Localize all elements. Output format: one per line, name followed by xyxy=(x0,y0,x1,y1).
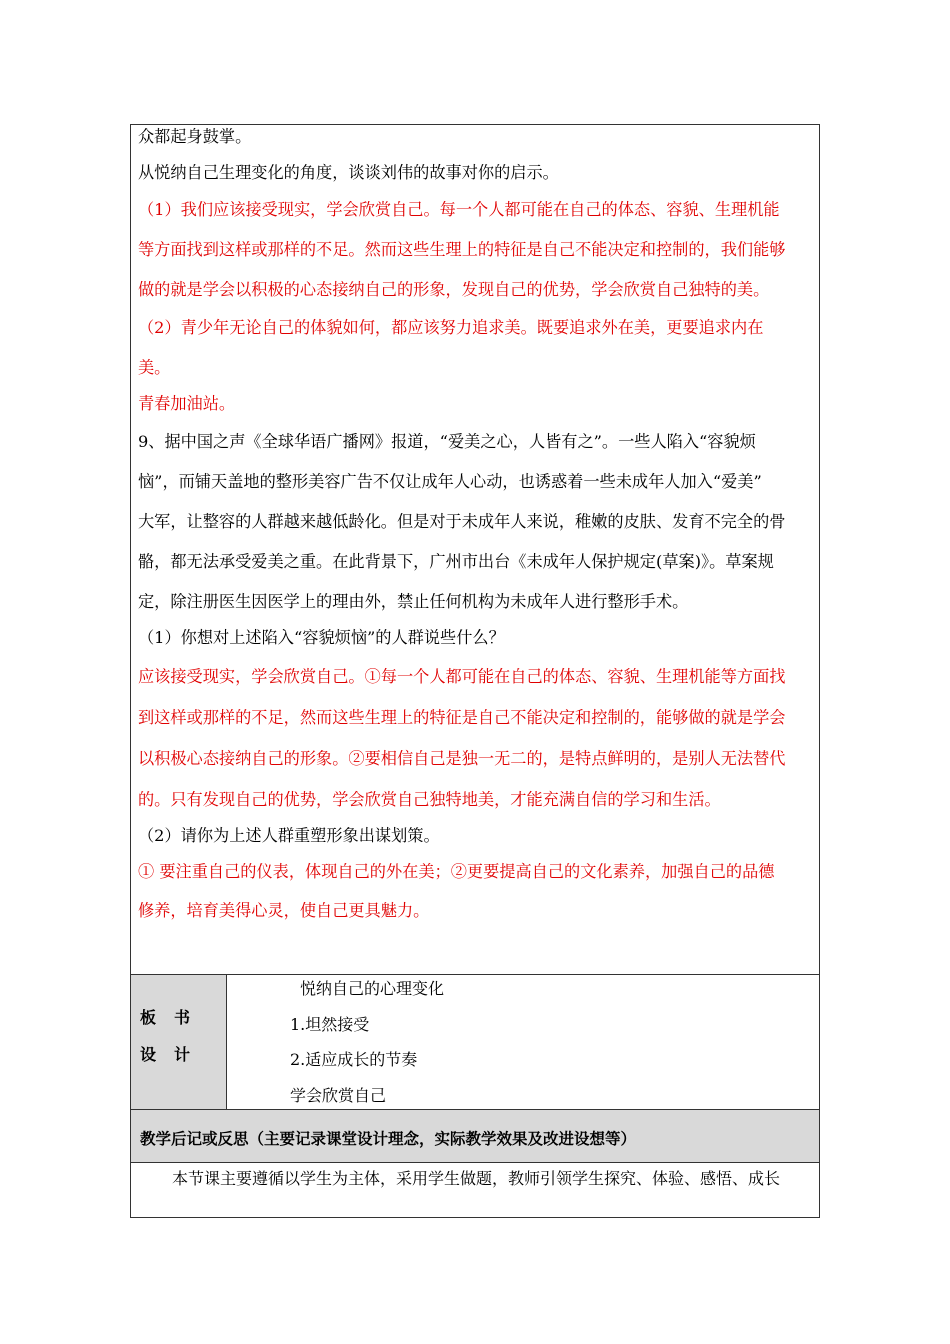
board-label-line2: 设计 xyxy=(140,1045,209,1064)
answer-line: ① 要注重自己的仪表，体现自己的外在美；②更要提高自己的文化素养，加强自己的品德 xyxy=(138,862,775,881)
content-line: 从悦纳自己生理变化的角度，谈谈刘伟的故事对你的启示。 xyxy=(138,163,559,182)
answer-line: 美。 xyxy=(138,358,171,377)
answer-line: 的。只有发现自己的优势，学会欣赏自己独特地美，才能充满自信的学习和生活。 xyxy=(138,790,721,809)
row-divider xyxy=(130,1109,820,1110)
row-divider xyxy=(130,974,820,975)
answer-line: 做的就是学会以积极的心态接纳自己的形象，发现自己的优势，学会欣赏自己独特的美。 xyxy=(138,280,770,299)
sub-question: （2）请你为上述人群重塑形象出谋划策。 xyxy=(138,826,440,845)
board-item: 悦纳自己的心理变化 xyxy=(300,979,445,998)
answer-line: （2）青少年无论自己的体貌如何，都应该努力追求美。既要追求外在美，更要追求内在 xyxy=(138,318,764,337)
question-line: 骼，都无法承受爱美之重。在此背景下，广州市出台《未成年人保护规定(草案)》。草案规 xyxy=(138,552,774,571)
answer-line: （1）我们应该接受现实，学会欣赏自己。每一个人都可能在自己的体态、容貌、生理机能 xyxy=(138,200,780,219)
answer-line: 修养，培育美得心灵，使自己更具魅力。 xyxy=(138,901,430,920)
question-line: 9、据中国之声《全球华语广播网》报道，“爱美之心，人皆有之”。一些人陷入“容貌烦 xyxy=(138,432,756,451)
sub-question: （1）你想对上述陷入“容貌烦恼”的人群说些什么？ xyxy=(138,628,505,647)
question-line: 定，除注册医生因医学上的理由外，禁止任何机构为未成年人进行整形手术。 xyxy=(138,592,689,611)
board-item: 学会欣赏自己 xyxy=(290,1086,387,1105)
board-item: 1.坦然接受 xyxy=(290,1015,370,1034)
board-item: 2.适应成长的节奏 xyxy=(290,1050,418,1069)
board-label-line1: 板书 xyxy=(140,1008,209,1027)
row-divider xyxy=(130,1162,820,1163)
column-divider xyxy=(226,974,227,1109)
answer-line: 到这样或那样的不足，然而这些生理上的特征是自己不能决定和控制的，能够做的就是学会 xyxy=(138,708,786,727)
reflection-text: 本节课主要遵循以学生为主体，采用学生做题，教师引领学生探究、体验、感悟、成长 xyxy=(172,1169,781,1188)
answer-line: 以积极心态接纳自己的形象。②要相信自己是独一无二的，是特点鲜明的，是别人无法替代 xyxy=(138,749,786,768)
reflection-heading: 教学后记或反思（主要记录课堂设计理念，实际教学效果及改进设想等） xyxy=(140,1130,637,1148)
section-title: 青春加油站。 xyxy=(138,394,236,413)
answer-line: 等方面找到这样或那样的不足。然而这些生理上的特征是自己不能决定和控制的，我们能够 xyxy=(138,240,786,259)
answer-line: 应该接受现实，学会欣赏自己。①每一个人都可能在自己的体态、容貌、生理机能等方面找 xyxy=(138,667,786,686)
question-line: 恼”，而铺天盖地的整形美容广告不仅让成年人心动，也诱惑着一些未成年人加入“爱美” xyxy=(138,472,762,491)
content-line: 众都起身鼓掌。 xyxy=(138,127,252,146)
question-line: 大军，让整容的人群越来越低龄化。但是对于未成年人来说，稚嫩的皮肤、发育不完全的骨 xyxy=(138,512,786,531)
